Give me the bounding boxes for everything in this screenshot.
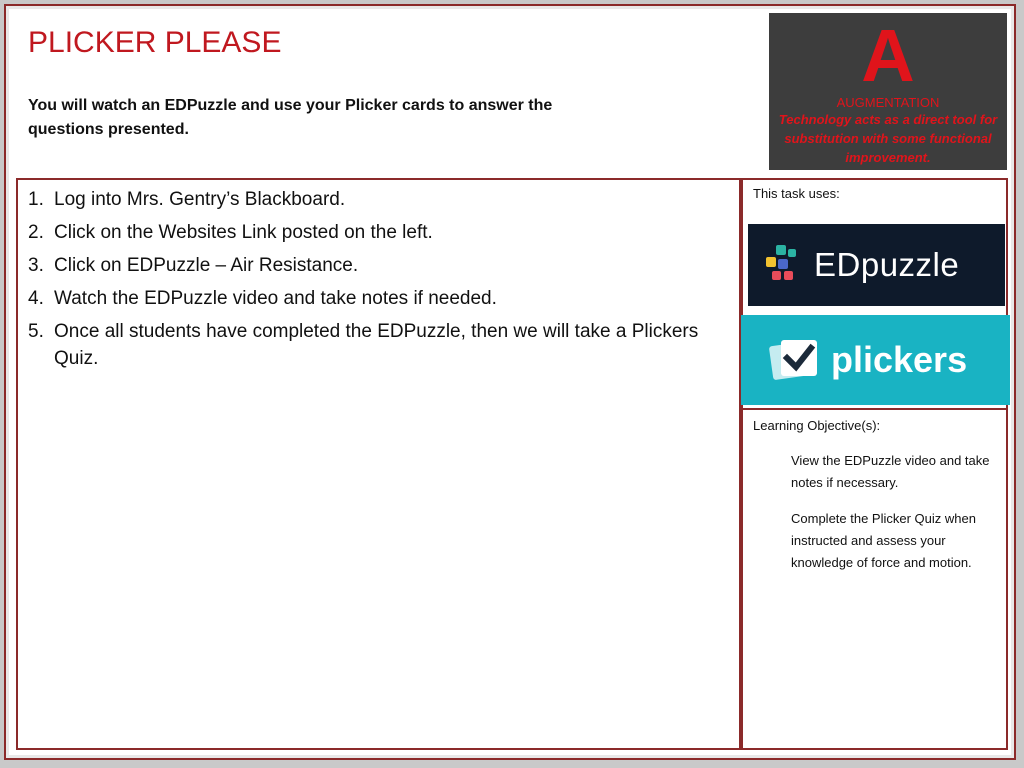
samr-badge (769, 13, 1007, 170)
samr-description: Technology acts as a direct tool for substitution with some functional improvement. (778, 112, 998, 165)
step-text: Once all students have completed the EDPuzzle, then we will take a Plickers Quiz. (54, 321, 699, 369)
step-item (28, 285, 718, 312)
objective-item: View the EDPuzzle video and take notes if necessary. (791, 453, 990, 490)
objectives-label: Learning Objective(s): (753, 418, 881, 433)
step-item (28, 186, 718, 213)
step-number: 1. (28, 189, 44, 210)
plickers-logo (741, 315, 1010, 405)
tools-label: This task uses: (753, 186, 840, 201)
step-item (28, 219, 718, 246)
page-subtitle: You will watch an EDPuzzle and use your Plicker cards to answer the questions presented. (28, 97, 553, 138)
objective-item: Complete the Plicker Quiz when instructed and assess your knowledge of force and motion. (791, 511, 976, 570)
step-number: 3. (28, 255, 44, 276)
step-number: 5. (28, 321, 44, 342)
step-text: Click on EDPuzzle – Air Resistance. (54, 255, 359, 276)
samr-level: AUGMENTATION (836, 95, 940, 110)
page-title: PLICKER PLEASE (28, 26, 282, 59)
puzzle-icon (762, 243, 806, 287)
steps-list (28, 186, 718, 378)
step-item (28, 252, 718, 279)
objectives-list (791, 450, 1001, 588)
step-text: Watch the EDPuzzle video and take notes if needed. (54, 288, 497, 309)
step-item (28, 318, 718, 372)
step-text: Click on the Websites Link posted on the left. (54, 222, 433, 243)
step-number: 2. (28, 222, 44, 243)
plickers-wordmark: plickers (831, 339, 968, 380)
edpuzzle-wordmark: EDpuzzle (814, 246, 960, 283)
instructions-panel (16, 178, 741, 750)
edpuzzle-logo (748, 224, 1005, 306)
samr-letter: A (861, 14, 915, 97)
step-number: 4. (28, 288, 44, 309)
checkmark-card-icon (769, 334, 821, 386)
step-text: Log into Mrs. Gentry’s Blackboard. (54, 189, 346, 210)
objectives-panel (741, 408, 1008, 750)
tools-panel (741, 178, 1008, 410)
